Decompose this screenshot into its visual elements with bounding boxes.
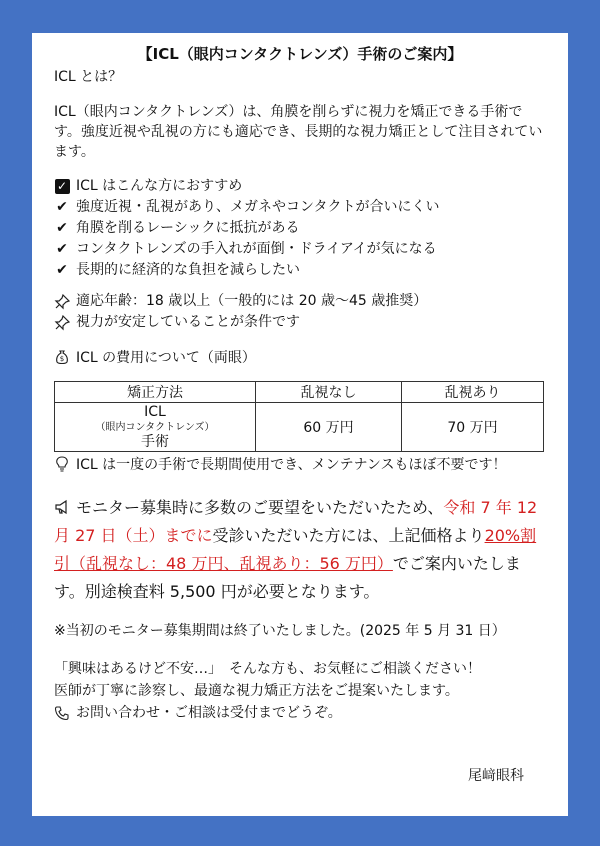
pin-icon [54, 315, 70, 331]
icl-question: ICL とは？ [54, 69, 123, 85]
monitor-ended-note: ※当初のモニター募集期間は終了いたしました。(2025 年 5 月 31 日） [54, 623, 506, 639]
list-item: ✔ 強度近視・乱視があり、メガネやコンタクトが合いにくい [54, 197, 546, 218]
lightbulb-icon [54, 456, 70, 472]
method-cell: ICL （眼内コンタクトレンズ） 手術 [55, 403, 256, 452]
header-method: 矯正方法 [55, 382, 256, 403]
phone-icon [54, 705, 70, 721]
recommend-list [54, 176, 546, 281]
condition-age: 適応年齢：18 歳以上（一般的には 20 歳～45 歳推奨） [54, 291, 546, 312]
price-astigmatism: 70 万円 [402, 403, 544, 452]
list-item: ✔ 長期的に経済的な負担を減らしたい [54, 260, 546, 281]
header-astigmatism: 乱視あり [402, 382, 544, 403]
conditions [54, 291, 546, 333]
campaign-paragraph: モニター募集時に多数のご要望をいただいたため、令和 7 年 12 月 27 日（土）までに受診いただいた方には、上記価格より20%割引（乱視なし：48 万円、乱視あり：56 万円）でご案内いたします。別途検査料 5,500 円が必要となります。 [54, 498, 538, 601]
table-row [55, 403, 544, 452]
recommend-header: ✓ ICL はこんな方におすすめ [54, 176, 546, 197]
contact-line: お問い合わせ・ご相談は受付までどうぞ。 [54, 702, 546, 724]
list-item: ✔ コンタクトレンズの手入れが面倒・ドライアイが気になる [54, 239, 546, 260]
money-bag-icon [54, 349, 70, 365]
check-box-icon: ✓ [54, 179, 70, 195]
check-icon: ✔ [56, 241, 68, 257]
campaign-deadline: 令和 7 年 12 月 27 日（土）までに [54, 498, 538, 545]
document-page [32, 33, 568, 816]
clinic-name: 尾﨑眼科 [468, 768, 524, 784]
megaphone-icon [54, 499, 70, 515]
check-icon: ✔ [56, 199, 68, 215]
condition-vision: 視力が安定していることが条件です [54, 312, 546, 333]
intro-paragraph: ICL（眼内コンタクトレンズ）は、角膜を削らずに視力を矯正できる手術です。強度近視や乱視の方にも適応でき、長期的な視力矯正として注目されています。 [54, 104, 543, 160]
svg-text:$: $ [59, 355, 65, 363]
fee-table [54, 381, 544, 452]
check-icon: ✔ [56, 262, 68, 278]
table-header-row [55, 382, 544, 403]
list-item: ✔ 角膜を削るレーシックに抵抗がある [54, 218, 546, 239]
page-title: 【ICL（眼内コンタクトレンズ）手術のご案内】 [137, 45, 463, 63]
cost-header: $ ICL の費用について（両眼） [54, 347, 546, 367]
pin-icon [54, 294, 70, 310]
price-no-astigmatism: 60 万円 [256, 403, 402, 452]
header-no-astigmatism: 乱視なし [256, 382, 402, 403]
closing-message: 「興味はあるけど不安…」 そんな方も、お気軽にご相談ください！ 医師が丁寧に診察し、最適な視力矯正方法をご提案いたします。 お問い合わせ・ご相談は受付までどうぞ。 [54, 658, 546, 724]
campaign-discount: 20%割引（乱視なし：48 万円、乱視あり：56 万円） [54, 526, 537, 573]
maintenance-note: ICL は一度の手術で長期間使用でき、メンテナンスもほぼ不要です！ [54, 456, 546, 474]
check-icon: ✔ [56, 220, 68, 236]
